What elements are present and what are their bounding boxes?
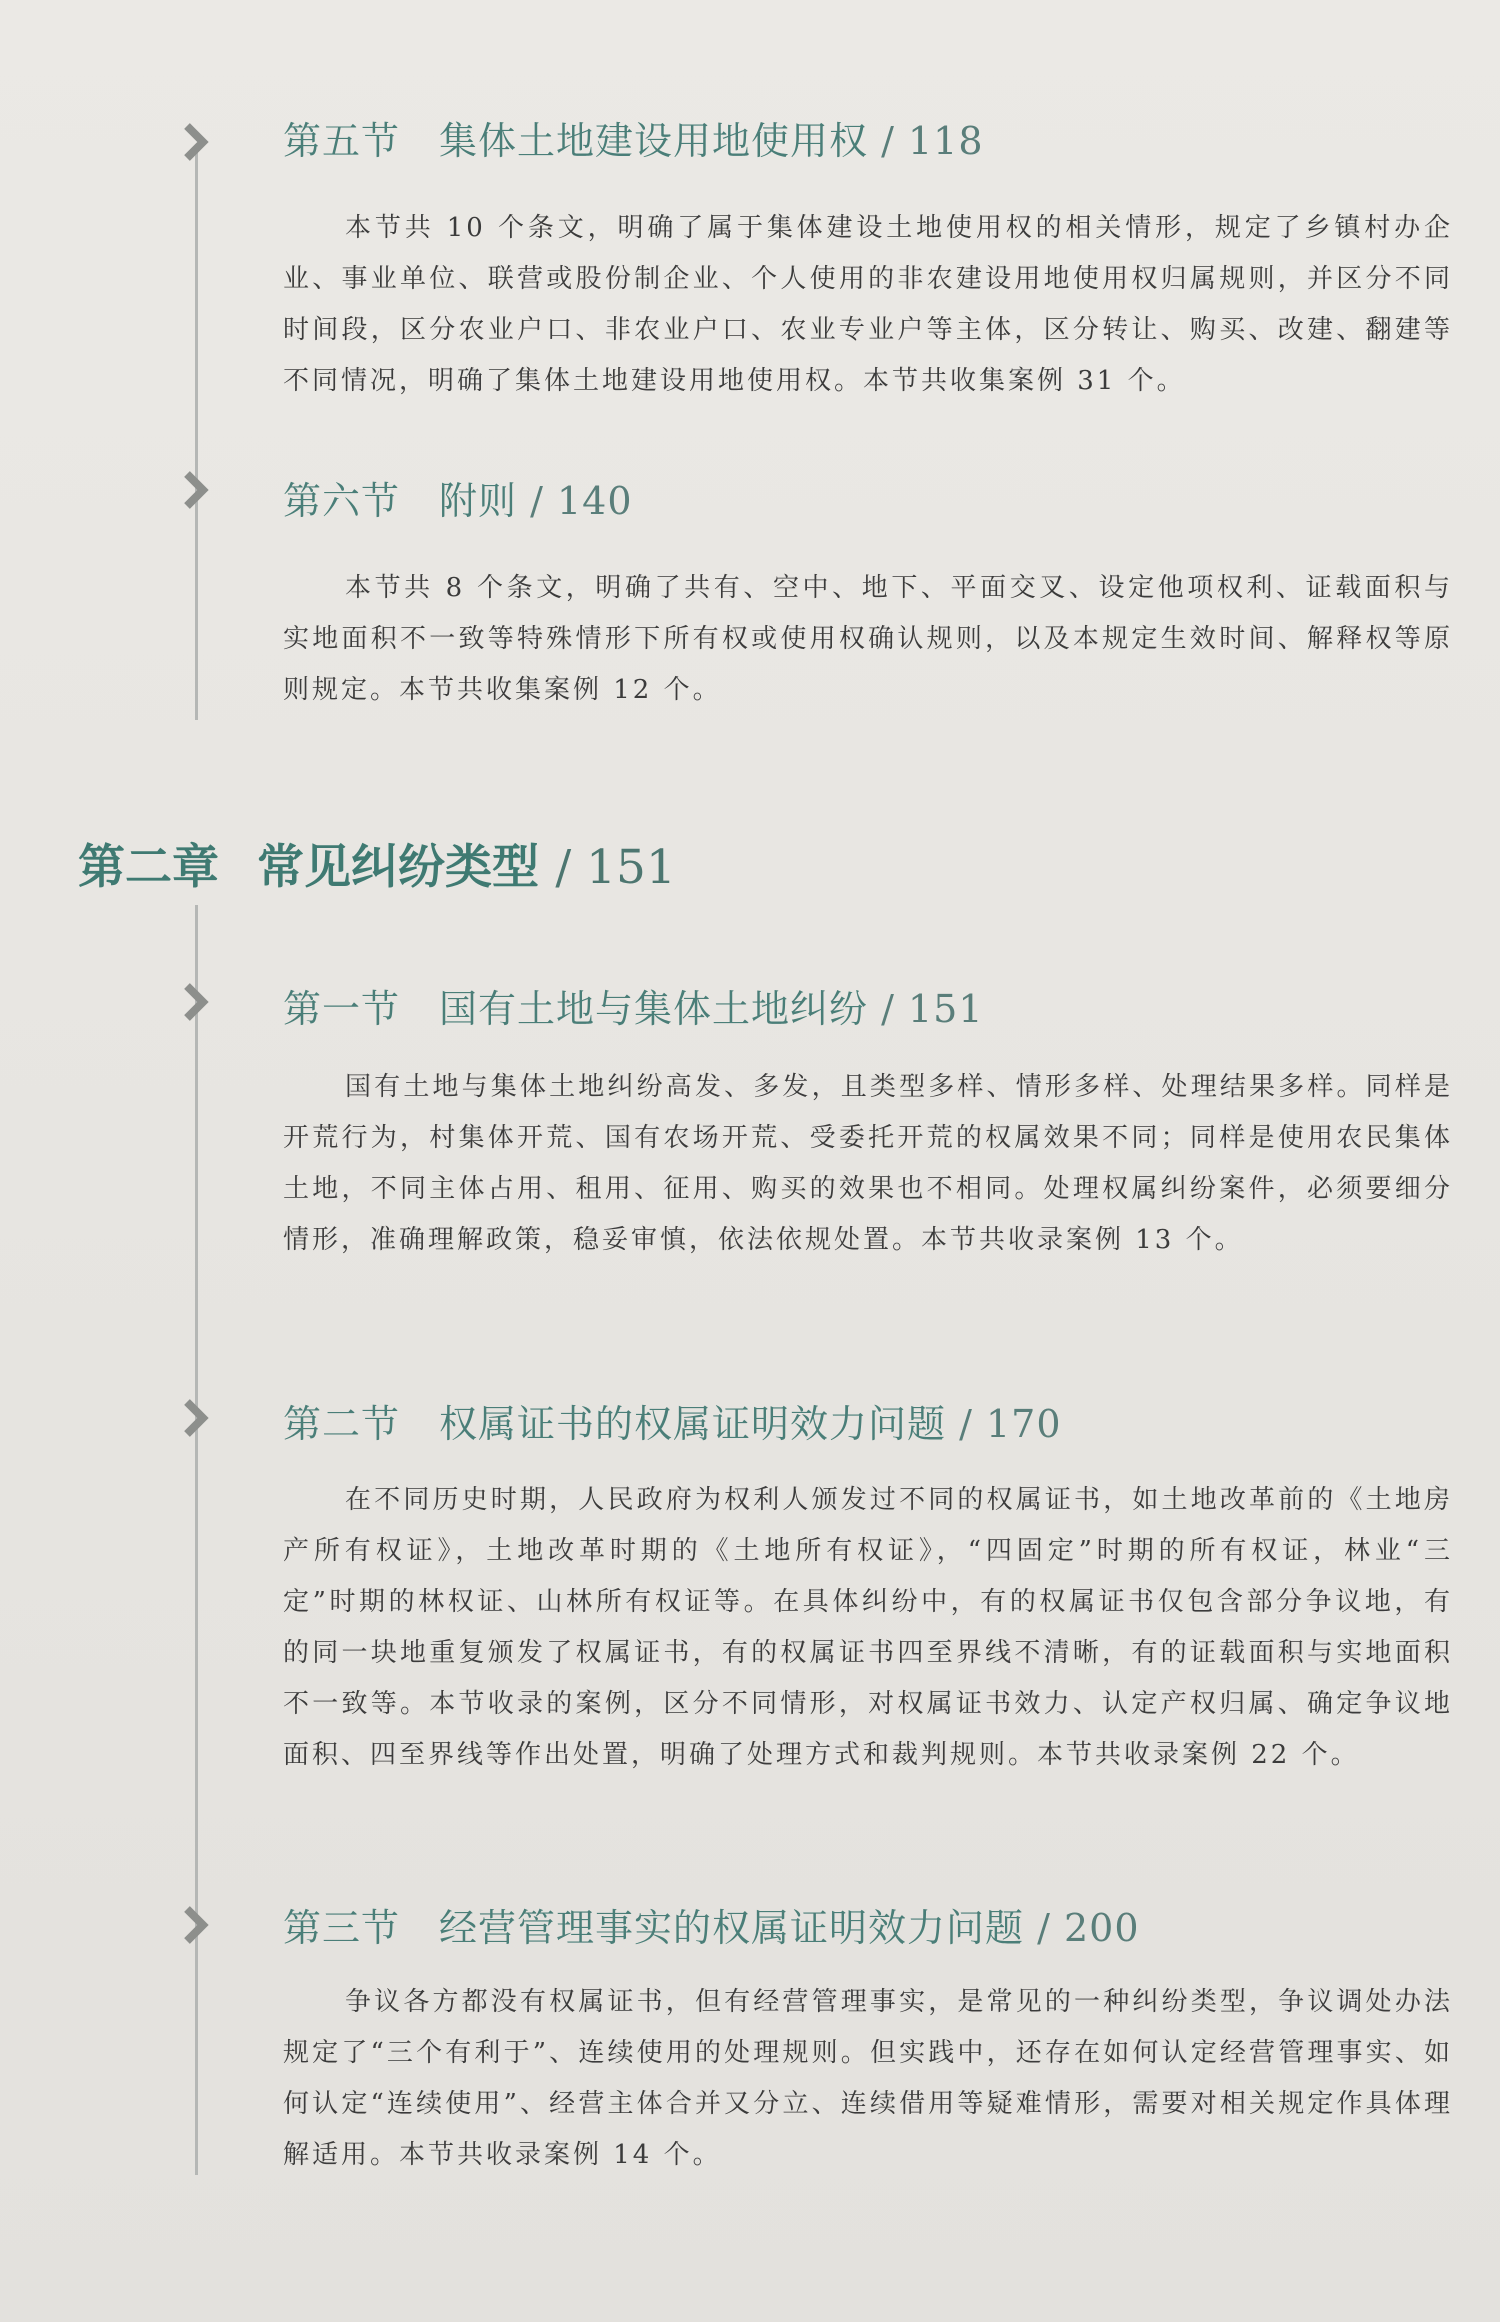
section-title: 第二节 权属证书的权属证明效力问题: [283, 1402, 947, 1446]
chevron-right-icon: [178, 1903, 212, 1947]
page-number: / 118: [881, 119, 984, 163]
section-heading: [283, 110, 984, 165]
chevron-right-icon: [178, 468, 212, 512]
section-summary: 争议各方都没有权属证书，但有经营管理事实，是常见的一种纠纷类型，争议调处办法规定了“三个有利于”、连续使用的处理规则。但实践中，还存在如何认定经营管理事实、如何认定“连续使用”、经营主体合并又分立、连续借用等疑难情形，需要对相关规定作具体理解适用。本节共收录案例 14 个。: [283, 1987, 1453, 2170]
chevron-right-icon: [178, 120, 212, 164]
section-summary: 本节共 8 个条文，明确了共有、空中、地下、平面交叉、设定他项权利、证载面积与实地面积不一致等特殊情形下所有权或使用权确认规则，以及本规定生效时间、解释权等原则规定。本节共收集案例 12 个。: [283, 573, 1453, 705]
chevron-right-icon: [178, 1396, 212, 1440]
chapter-name: 常见纠纷类型: [257, 840, 539, 895]
page-number: / 200: [1037, 1906, 1140, 1950]
page-number: / 170: [959, 1402, 1062, 1446]
chevron-right-icon: [178, 980, 212, 1024]
section-title: 第一节 国有土地与集体土地纠纷: [283, 987, 869, 1031]
section-heading: [283, 1393, 1062, 1448]
chapter-heading: [78, 830, 676, 897]
page-number: / 140: [530, 479, 633, 523]
section-summary: 在不同历史时期，人民政府为权利人颁发过不同的权属证书，如土地改革前的《土地房产所有权证》，土地改革时期的《土地所有权证》，“四固定”时期的所有权证，林业“三定”时期的林权证、山林所有权证等。在具体纠纷中，有的权属证书仅包含部分争议地，有的同一块地重复颁发了权属证书，有的权属证书四至界线不清晰，有的证载面积与实地面积不一致等。本节收录的案例，区分不同情形，对权属证书效力、认定产权归属、确定争议地面积、四至界线等作出处置，明确了处理方式和裁判规则。本节共收录案例 22 个。: [283, 1485, 1453, 1770]
timeline-line-upper: [195, 150, 198, 720]
section-heading: [283, 978, 984, 1033]
page-number: / 151: [881, 987, 984, 1031]
section-summary: 国有土地与集体土地纠纷高发、多发，且类型多样、情形多样、处理结果多样。同样是开荒行为，村集体开荒、国有农场开荒、受委托开荒的权属效果不同；同样是使用农民集体土地，不同主体占用、租用、征用、购买的效果也不相同。处理权属纠纷案件，必须要细分情形，准确理解政策，稳妥审慎，依法依规处置。本节共收录案例 13 个。: [283, 1072, 1453, 1255]
section-heading: [283, 470, 633, 525]
section-summary: 本节共 10 个条文，明确了属于集体建设土地使用权的相关情形，规定了乡镇村办企业、事业单位、联营或股份制企业、个人使用的非农建设用地使用权归属规则，并区分不同时间段，区分农业户口、非农业户口、农业专业户等主体，区分转让、购买、改建、翻建等不同情况，明确了集体土地建设用地使用权。本节共收集案例 31 个。: [283, 213, 1453, 396]
section-title: 第五节 集体土地建设用地使用权: [283, 119, 869, 163]
section-title: 第六节 附则: [283, 479, 518, 523]
section-title: 第三节 经营管理事实的权属证明效力问题: [283, 1906, 1025, 1950]
chapter-number: 第二章: [78, 840, 219, 895]
timeline-line-lower: [195, 905, 198, 2175]
page-number: / 151: [555, 840, 676, 895]
section-heading: [283, 1897, 1140, 1952]
